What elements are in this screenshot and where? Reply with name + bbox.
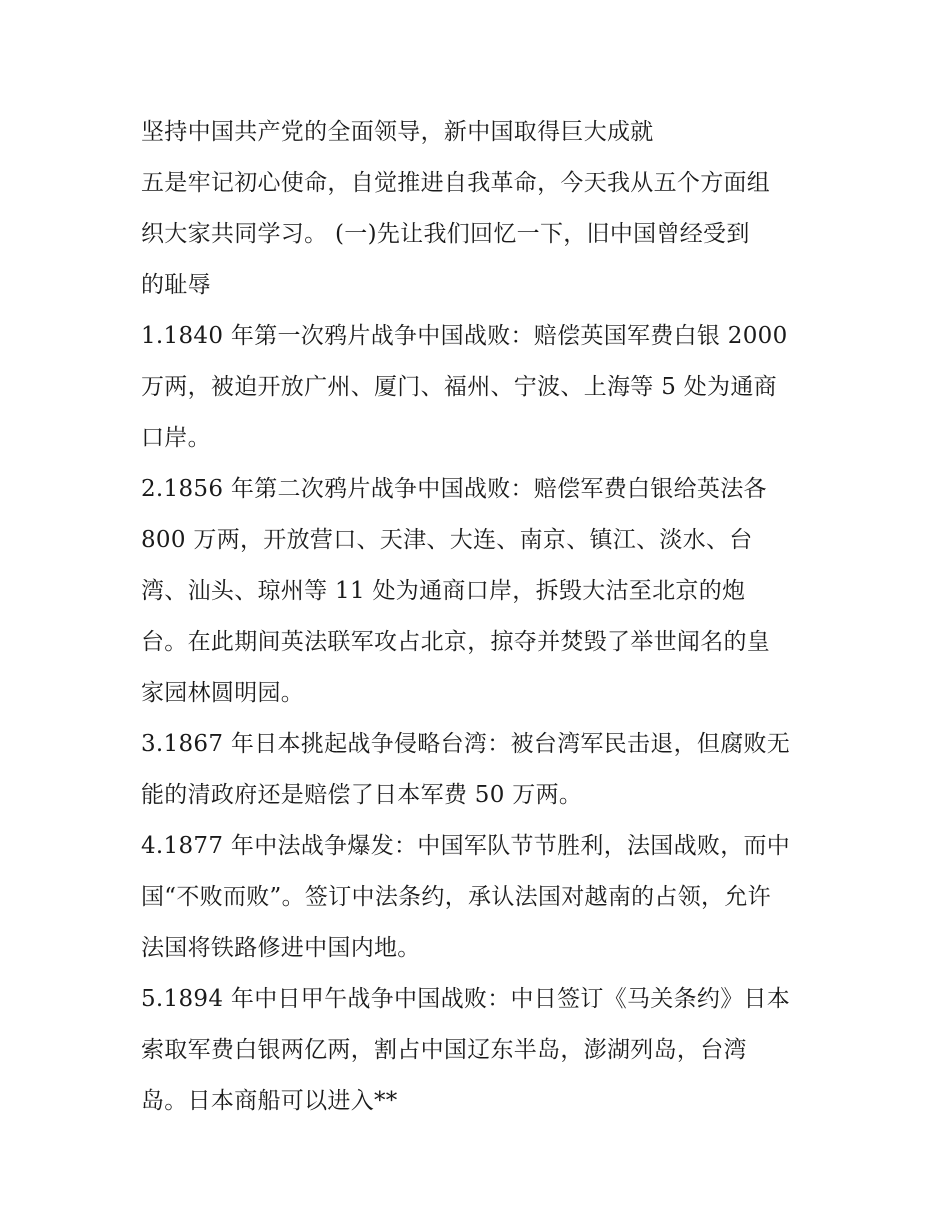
- text-line: 台。在此期间英法联军攻占北京，掠夺并焚毁了举世闻名的皇: [141, 629, 771, 655]
- text-line-heading: 坚持中国共产党的全面领导，新中国取得巨大成就: [141, 119, 654, 145]
- text-line: 2.1856 年第二次鸦片战争中国战败：赔偿军费白银给英法各: [141, 476, 767, 502]
- text-line: 岛。日本商船可以进入**: [141, 1088, 398, 1114]
- text-line: 法国将铁路修进中国内地。: [141, 935, 421, 961]
- text-line: 湾、汕头、琼州等 11 处为通商口岸，拆毁大沽至北京的炮: [141, 578, 746, 604]
- text-line: 3.1867 年日本挑起战争侵略台湾：被台湾军民击退，但腐败无: [141, 731, 791, 757]
- document-body: [141, 107, 821, 1127]
- text-line: 能的清政府还是赔偿了日本军费 50 万两。: [141, 782, 583, 808]
- text-line: 800 万两，开放营口、天津、大连、南京、镇江、淡水、台: [141, 527, 753, 553]
- text-line: 家园林圆明园。: [141, 680, 305, 706]
- text-line: 万两，被迫开放广州、厦门、福州、宁波、上海等 5 处为通商: [141, 374, 777, 400]
- text-line: 4.1877 年中法战争爆发：中国军队节节胜利，法国战败，而中: [141, 833, 791, 859]
- text-line: 的耻辱: [141, 272, 211, 298]
- text-line: 5.1894 年中日甲午战争中国战败：中日签订《马关条约》日本: [141, 986, 791, 1012]
- text-line: 五是牢记初心使命，自觉推进自我革命，今天我从五个方面组: [141, 170, 771, 196]
- text-line: 索取军费白银两亿两，割占中国辽东半岛，澎湖列岛，台湾: [141, 1037, 747, 1063]
- text-line: 国“不败而败”。签订中法条约，承认法国对越南的占领，允许: [141, 884, 771, 910]
- text-line: 织大家共同学习。 (一)先让我们回忆一下，旧中国曾经受到: [141, 221, 750, 247]
- text-line: 口岸。: [141, 425, 211, 451]
- text-line: 1.1840 年第一次鸦片战争中国战败：赔偿英国军费白银 2000: [141, 323, 788, 349]
